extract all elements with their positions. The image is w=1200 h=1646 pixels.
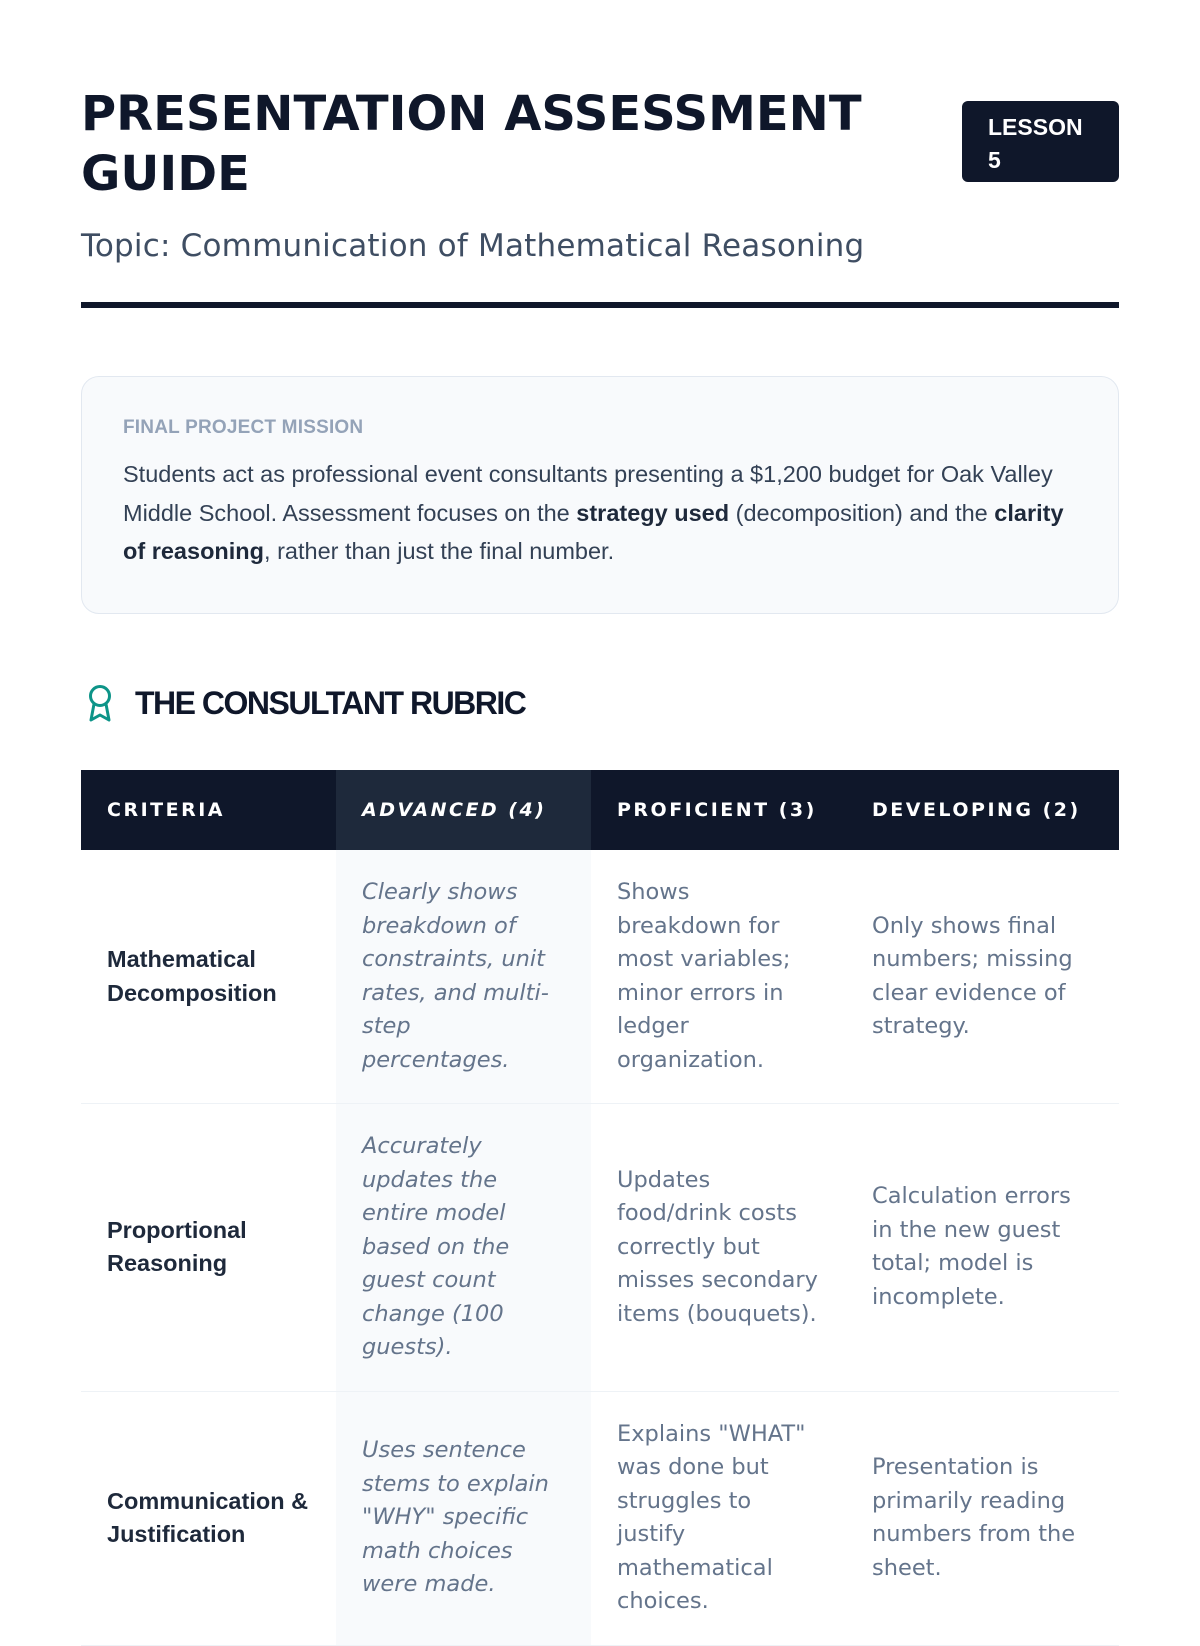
- header-divider: [81, 302, 1119, 308]
- advanced-cell: Uses sentence stems to explain "WHY" specific math choices were made.: [336, 1391, 591, 1645]
- mission-label: FINAL PROJECT MISSION: [123, 417, 364, 438]
- mission-bold-strategy: strategy used: [576, 499, 730, 526]
- developing-cell: Presentation is primarily reading numbers from the sheet.: [846, 1391, 1119, 1645]
- developing-cell: Calculation errors in the new guest total; model is incomplete.: [846, 1104, 1119, 1392]
- proficient-cell: Shows breakdown for most variables; minor errors in ledger organization.: [591, 850, 846, 1104]
- criteria-cell: Proportional Reasoning: [81, 1104, 336, 1392]
- advanced-cell: Accurately updates the entire model based on the guest count change (100 guests).: [336, 1104, 591, 1392]
- page-subtitle: Topic: Communication of Mathematical Reasoning: [81, 228, 865, 264]
- header-developing: DEVELOPING (2): [846, 770, 1119, 850]
- rubric-table: [81, 770, 1119, 1646]
- proficient-cell: Updates food/drink costs correctly but misses secondary items (bouquets).: [591, 1104, 846, 1392]
- table-row: [81, 1104, 1119, 1392]
- header: [81, 84, 1119, 308]
- criteria-cell: Mathematical Decomposition: [81, 850, 336, 1104]
- award-icon: [85, 683, 115, 723]
- rubric-section-heading: [81, 682, 1119, 724]
- mission-text-part-3: , rather than just the final number.: [264, 538, 615, 564]
- criteria-cell: Communication & Justification: [81, 1391, 336, 1645]
- header-advanced: ADVANCED (4): [336, 770, 591, 850]
- rubric-header-row: [81, 770, 1119, 850]
- proficient-cell: Explains "WHAT" was done but struggles to justify mathematical choices.: [591, 1391, 846, 1645]
- advanced-cell: Clearly shows breakdown of constraints, unit rates, and multi-step percentages.: [336, 850, 591, 1104]
- page-title: PRESENTATION ASSESSMENT GUIDE: [81, 86, 862, 202]
- mission-card: [81, 376, 1119, 614]
- mission-bold-clarity: clarity of reasoning: [123, 499, 1064, 564]
- lesson-badge: [962, 101, 1119, 182]
- mission-text-part-1: Students act as professional event consultants presenting a $1,200 budget for Oak Valley Middle School. Assessment focuses on the: [123, 461, 1053, 526]
- mission-text: [123, 455, 1078, 571]
- rubric-title: THE CONSULTANT RUBRIC: [135, 684, 526, 721]
- table-row: [81, 850, 1119, 1104]
- header-proficient: PROFICIENT (3): [591, 770, 846, 850]
- table-row: [81, 1391, 1119, 1645]
- developing-cell: Only shows final numbers; missing clear evidence of strategy.: [846, 850, 1119, 1104]
- header-criteria: CRITERIA: [81, 770, 336, 850]
- lesson-badge-label: LESSON 5: [988, 114, 1083, 173]
- mission-text-part-2: (decomposition) and the: [729, 499, 995, 526]
